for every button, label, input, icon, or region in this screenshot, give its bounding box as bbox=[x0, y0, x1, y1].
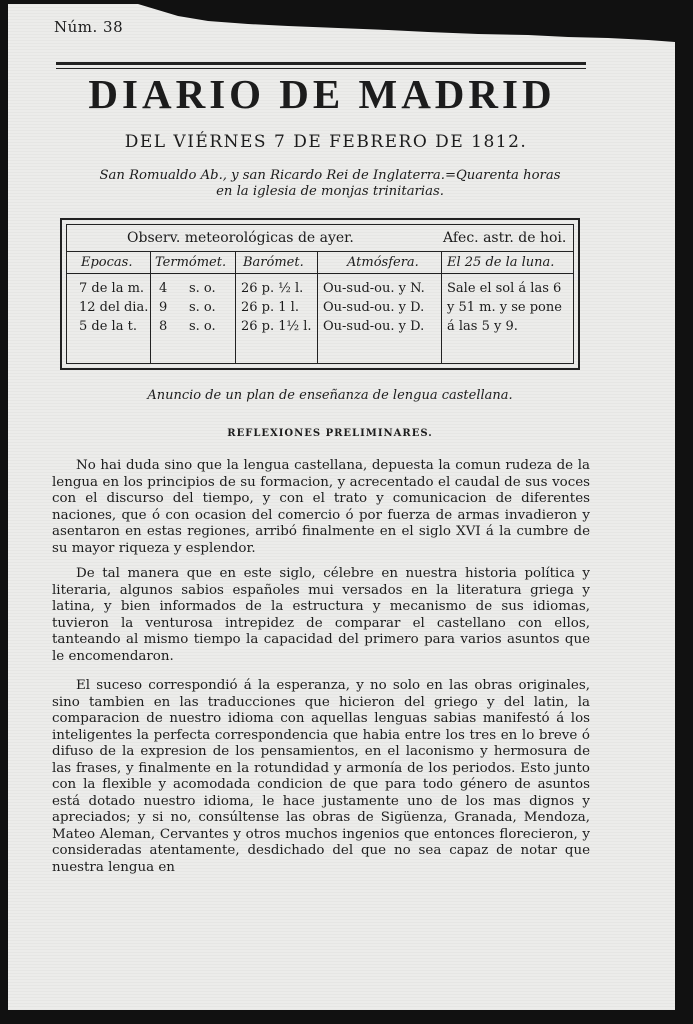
weather-table-rule bbox=[67, 251, 573, 252]
paragraph-text: No hai duda sino que la lengua castellana, depuesta la comun rudeza de la lengua en los principios de su formacion, y acrecentado el caudal de sus voces con el discurso del tiempo, y con el trato y comunicacion de diferentes naciones, que ó con ocasion del comercio ó por fuerza de armas invadieron y asentaron en estas regiones, arribó finalmente en el siglo XVI á la cumbre de su mayor riqueza y esplendor. bbox=[52, 458, 590, 556]
header-epocas: Epocas. bbox=[81, 255, 133, 270]
astro-line: Sale el sol á las 6 bbox=[447, 281, 562, 296]
header-termometro: Termómet. bbox=[155, 255, 227, 270]
article-paragraph bbox=[52, 678, 590, 876]
weather-table-divider bbox=[317, 251, 318, 363]
row-atmos: Ou-sud-ou. y N. bbox=[323, 281, 425, 296]
saints-of-the-day bbox=[70, 168, 590, 200]
row-barom: 26 p. 1½ l. bbox=[241, 319, 312, 334]
row-barom: 26 p. 1 l. bbox=[241, 300, 299, 315]
paragraph-text: El suceso correspondió á la esperanza, y no solo en las obras originales, sino tambien en las traducciones que hicieron del griego y del latin, la comparacion de nuestro idioma con aquellas lenguas sabias manifestó á los inteligentes la perfecta correspondencia que habia entre los tres en lo breve ó difuso de la expresion de los pensamientos, en el laconismo y hermosura de las frases, y finalmente en la rotundidad y armonía de los periodos. Esto junto con la flexible y acomodada condicion de que para todo género de asuntos está dotado nuestro idioma, le hace justamente uno de los mas dignos y apreciados; y si no, consúltense las obras de Sigüenza, Granada, Mendoza, Mateo Aleman, Cervantes y otros muchos ingenios que entonces florecieron, y consideradas atentamente, desdichado del que no sea capaz de notar que nuestra lengua en bbox=[52, 678, 590, 875]
masthead-rule-thick bbox=[56, 62, 586, 65]
row-atmos: Ou-sud-ou. y D. bbox=[323, 300, 425, 315]
astro-line: á las 5 y 9. bbox=[447, 319, 518, 334]
dateline: DEL VIÉRNES 7 DE FEBRERO DE 1812. bbox=[124, 132, 528, 152]
row-temp-dir: s. o. bbox=[189, 319, 216, 334]
astro-title: Afec. astr. de hoi. bbox=[443, 230, 567, 246]
issue-number: Núm. 38 bbox=[54, 18, 124, 36]
weather-table-rule bbox=[67, 273, 573, 274]
row-temp-dir: s. o. bbox=[189, 300, 216, 315]
article-announcement: Anuncio de un plan de enseñanza de lengua castellana. bbox=[147, 388, 513, 403]
row-epoca: 12 del dia. bbox=[79, 300, 149, 315]
header-barometro: Barómet. bbox=[243, 255, 304, 270]
masthead-title: DIARIO DE MADRID bbox=[88, 71, 556, 117]
weather-table-divider bbox=[150, 251, 151, 363]
article-paragraph bbox=[52, 458, 590, 557]
row-atmos: Ou-sud-ou. y D. bbox=[323, 319, 425, 334]
row-temp: 8 bbox=[159, 319, 168, 334]
header-luna: El 25 de la luna. bbox=[447, 255, 555, 270]
saints-line: San Romualdo Ab., y san Ricardo Rei de Inglaterra.=Quarenta horas bbox=[99, 168, 561, 183]
row-temp: 9 bbox=[159, 300, 168, 315]
saints-line: en la iglesia de monjas trinitarias. bbox=[216, 184, 444, 199]
newspaper-page bbox=[8, 4, 675, 1010]
row-epoca: 5 de la t. bbox=[79, 319, 137, 334]
row-epoca: 7 de la m. bbox=[79, 281, 145, 296]
row-temp-dir: s. o. bbox=[189, 281, 216, 296]
row-barom: 26 p. ½ l. bbox=[241, 281, 304, 296]
weather-table bbox=[60, 218, 580, 370]
weather-table-divider bbox=[235, 251, 236, 363]
row-temp: 4 bbox=[159, 281, 168, 296]
weather-table-inner bbox=[66, 224, 574, 364]
article-paragraph bbox=[52, 566, 590, 665]
header-atmosfera: Atmósfera. bbox=[347, 255, 419, 270]
masthead-rule-thin bbox=[56, 68, 586, 69]
weather-observations-title: Observ. meteorológicas de ayer. bbox=[127, 230, 354, 246]
weather-table-divider bbox=[441, 251, 442, 363]
article-subtitle: REFLEXIONES PRELIMINARES. bbox=[227, 428, 433, 439]
paragraph-text: De tal manera que en este siglo, célebre en nuestra historia política y literaria, algunos sabios españoles mui versados en la literatura griega y latina, y bien informados de la estructura y mecanismo de sus idiomas, tuvieron la venturosa intrepidez de comparar el castellano con ellos, tanteando al mismo tiempo la capacidad del primero para varios asuntos que le encomendaron. bbox=[52, 566, 590, 664]
astro-line: y 51 m. y se pone bbox=[447, 300, 562, 315]
